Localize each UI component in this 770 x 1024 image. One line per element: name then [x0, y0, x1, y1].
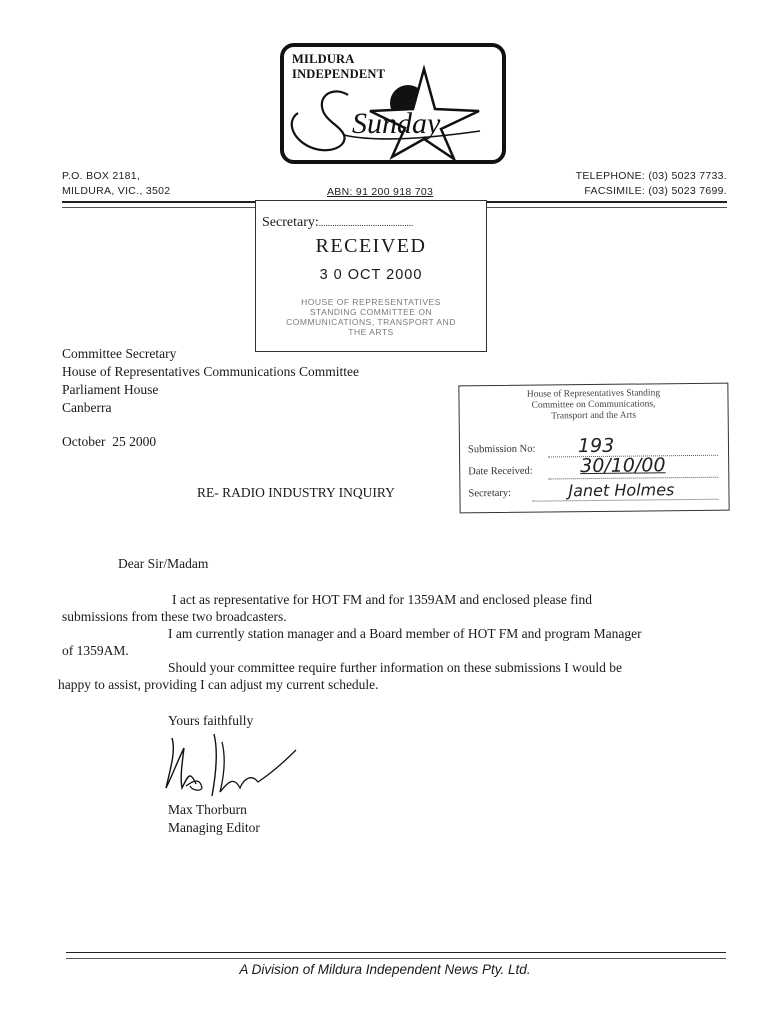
submission-number-handwritten: 193: [577, 434, 615, 458]
received-stamp-organisation: [256, 297, 486, 337]
footer-rule: [66, 952, 726, 953]
received-stamp-secretary: [262, 215, 413, 231]
received-stamp-secretary-label: Secretary:: [262, 215, 319, 230]
received-stamp-date: 3 0 OCT 2000: [319, 267, 423, 283]
town-address: MILDURA, VIC., 3502: [62, 185, 171, 197]
telephone-number: TELEPHONE: (03) 5023 7733.: [575, 170, 727, 182]
received-stamp-org-line3: COMMUNICATIONS, TRANSPORT AND: [286, 317, 456, 327]
body-p2-line2: of 1359AM.: [62, 643, 129, 658]
body-p3-line2: happy to assist, providing I can adjust my current schedule.: [58, 677, 379, 692]
body-p1-line1: I act as representative for HOT FM and for 1359AM and enclosed please find: [172, 592, 592, 607]
addressee-line3: Parliament House: [62, 382, 159, 397]
date-received-dotline: [548, 477, 718, 480]
handwritten-signature: [160, 730, 300, 802]
newspaper-logo: [280, 43, 506, 164]
submission-stamp-heading-line2: Committee on Communications,: [531, 399, 656, 411]
facsimile-number: FACSIMILE: (03) 5023 7699.: [584, 185, 727, 197]
body-p3-line1: Should your committee require further information on these submissions I would be: [168, 660, 623, 675]
logo-star-emblem: [284, 47, 502, 160]
received-stamp-org-line1: HOUSE OF REPRESENTATIVES: [301, 297, 441, 307]
footer-division-note: A Division of Mildura Independent News Pty. Ltd.: [239, 962, 531, 977]
closing: Yours faithfully: [168, 713, 254, 728]
addressee-line2: House of Representatives Communications Committee: [62, 364, 359, 379]
received-stamp-org-line2: STANDING COMMITTEE ON: [309, 307, 433, 317]
po-box: P.O. BOX 2181,: [62, 170, 141, 182]
body-p2-line1: I am currently station manager and a Board member of HOT FM and program Manager: [168, 626, 642, 641]
submission-number-label: Submission No:: [467, 443, 536, 456]
salutation: Dear Sir/Madam: [118, 556, 209, 571]
signatory-name: Max Thorburn: [168, 802, 247, 817]
body-p1-line2: submissions from these two broadcasters.: [62, 609, 287, 624]
submission-secretary-signature: Janet Holmes: [568, 480, 675, 501]
received-stamp: [255, 200, 487, 352]
addressee-line1: Committee Secretary: [62, 346, 177, 361]
submission-secretary-label: Secretary:: [468, 487, 512, 500]
submission-stamp-heading-line3: Transport and the Arts: [551, 410, 637, 422]
logo-brand-line1: MILDURA: [292, 52, 355, 66]
addressee-line4: Canberra: [62, 400, 112, 415]
letter-date: October 25 2000: [62, 434, 157, 449]
received-stamp-org-line4: THE ARTS: [348, 327, 394, 337]
footer-rule-thin: [66, 958, 726, 959]
date-received-handwritten: 30/10/00: [580, 454, 666, 478]
signatory-title: Managing Editor: [168, 820, 260, 835]
received-stamp-secretary-dots: ..........................................: [318, 218, 414, 228]
received-stamp-title: RECEIVED: [315, 235, 427, 257]
date-received-label: Date Received:: [468, 465, 533, 478]
logo-brand-script: Sunday: [352, 107, 441, 140]
submission-stamp-heading: [459, 388, 727, 424]
submission-stamp-heading-line1: House of Representatives Standing: [526, 388, 661, 400]
submission-stamp: [458, 383, 729, 514]
letter-subject: RE- RADIO INDUSTRY INQUIRY: [197, 485, 395, 500]
logo-brand-line2: INDEPENDENT: [292, 67, 386, 81]
abn-number: ABN: 91 200 918 703: [327, 186, 434, 198]
